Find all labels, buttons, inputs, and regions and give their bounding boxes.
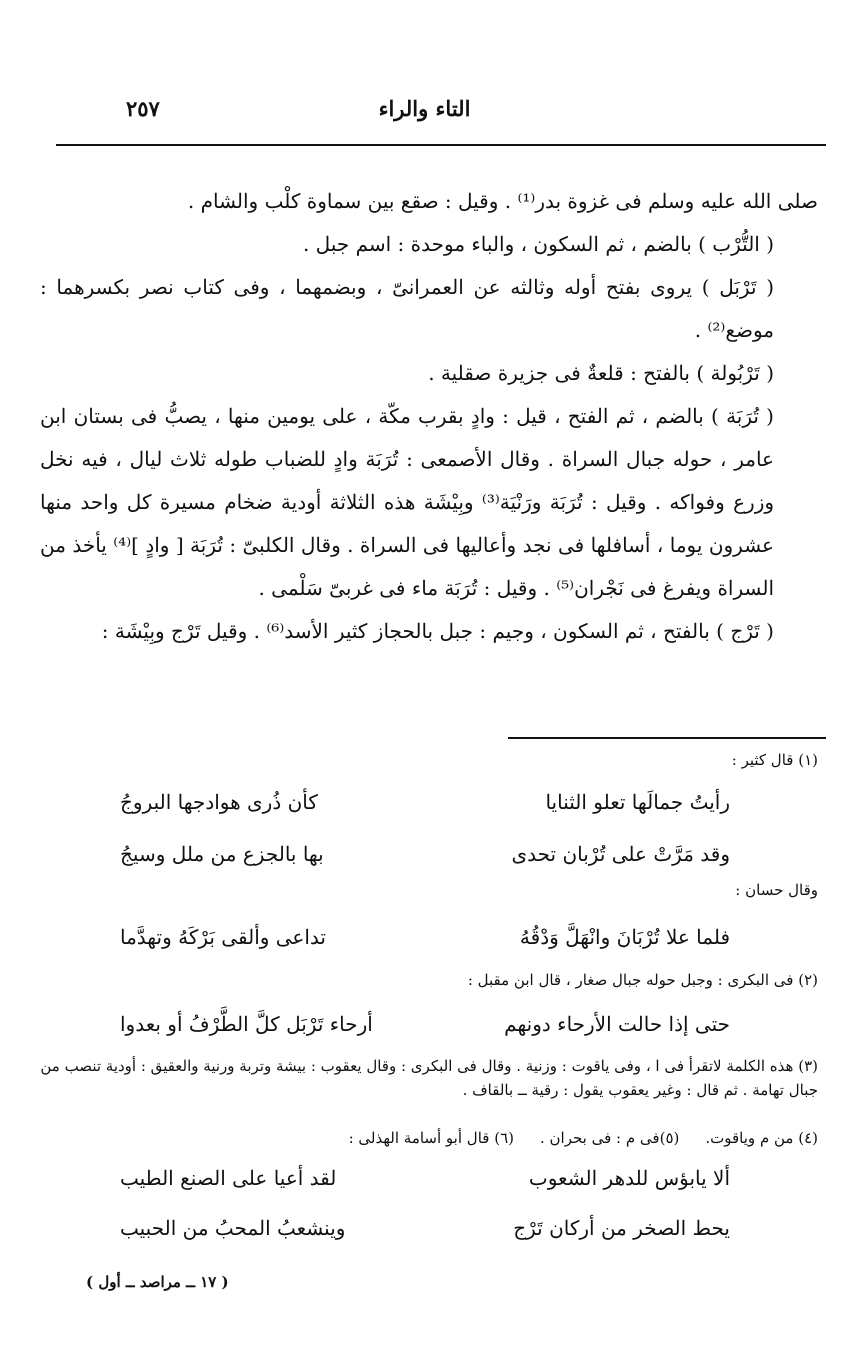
verse-line <box>120 1216 730 1240</box>
main-text <box>40 180 818 653</box>
entry-tarbal: ( تَرْبَل ) يروى بفتح أوله وثالثه عن العمرانىّ ، وبضمهما ، وفى كتاب نصر بكسرهما : موضع⁽²⁾ . <box>40 275 774 342</box>
verse-hemistich: وينشعبُ المحبُ من الحبيب <box>120 1216 346 1240</box>
entry-tarj: ( تَرْج ) بالفتح ، ثم السكون ، وجيم : جبل بالحجاز كثير الأسد⁽⁶⁾ . وقيل تَرْج وبِيْشَة : <box>101 619 774 643</box>
entry-tarbula: ( تَرْبُولة ) بالفتح : قلعةٌ فى جزيرة صقلية . <box>428 361 774 385</box>
footnote-1-intro: (١) قال كثير : <box>731 751 818 769</box>
verse-hemistich: تداعى وألقى بَرْكَهُ وتهدَّما <box>120 925 326 949</box>
verse-line <box>120 790 730 814</box>
verse-line <box>120 925 730 949</box>
printer-signature: ( ١٧ ــ مراصد ــ أول ) <box>86 1273 229 1291</box>
verse-hemistich: وقد مَرَّتْ على تُرْبان تحدى <box>511 842 730 866</box>
verse-hemistich: ألا يابؤس للدهر الشعوب <box>528 1166 730 1190</box>
footnote-1-hassan: وقال حسان : <box>735 881 818 899</box>
verse-hemistich: بها بالجزع من ملل وسيجُ <box>120 842 324 866</box>
verse-hemistich: رأيتُ جمالَها تعلو الثنايا <box>545 790 730 814</box>
footnote-4: (٤) من م وياقوت. <box>705 1129 818 1147</box>
verse-hemistich: فلما علا تُرْبَانَ وانْهَلَّ وَدْقُهُ <box>519 925 730 949</box>
verse-line <box>120 842 730 866</box>
entry-turb: ( التُّرْب ) بالضم ، ثم السكون ، والباء موحدة : اسم جبل . <box>302 232 774 256</box>
verse-hemistich: أرحاء تَرْبَل كلَّ الطَّرْفُ أو بعدوا <box>120 1012 373 1036</box>
footnote-3: (٣) هذه الكلمة لاتقرأ فى ا ، وفى ياقوت : وزنية . وقال فى البكرى : وقال يعقوب : بيشة وتربة ورنية والعقيق : أودية تنصب من جبال تهامة . ثم قال : وغير يعقوب يقول : رقية ــ بالقاف . <box>40 1057 818 1099</box>
verse-hemistich: كأن ذُرى هوادجها البروجُ <box>120 790 318 814</box>
page-number: ٢٥٧ <box>126 96 160 121</box>
verse-hemistich: يحط الصخر من أركان تَرْج <box>513 1216 730 1240</box>
footnote-6-intro: (٦) قال أبو أسامة الهذلى : <box>348 1129 514 1147</box>
entry-turaba: ( تُرَبَة ) بالضم ، ثم الفتح ، قيل : وادٍ بقرب مكّة ، على يومين منها ، يصبُّ فى بستان ابن عامر ، حوله جبال السراة . وقال الأصمعى : تُرَبَة وادٍ للضباب طوله ثلاث ليال ، فيه نخل وزرع وفواكه . وقيل : تُرَبَة ورَنْيَة⁽³⁾ وبِيْشَة هذه الثلاثة أودية ضخام مسيرة كل واحد منها عشرون يوما ، أسافلها فى نجد وأعاليها فى السراة . وقال الكلبىّ : تُرَبَة [ وادٍ ]⁽⁴⁾ يأخذ من السراة ويفرغ فى نَجْران⁽⁵⁾ . وقيل : تُرَبَة ماء فى غربىّ سَلْمى . <box>40 404 775 600</box>
paragraph-continuation: صلى الله عليه وسلم فى غزوة بدر⁽¹⁾ . وقيل : صقع بين سماوة كلْب والشام . <box>187 189 818 213</box>
footnote-5: (٥)فى م : فى بحران . <box>539 1129 680 1147</box>
verse-line <box>120 1166 730 1190</box>
verse-hemistich: حتى إذا حالت الأرحاء دونهم <box>504 1012 730 1036</box>
verse-line <box>120 1012 730 1036</box>
footnote-2-intro: (٢) فى البكرى : وجبل حوله جبال صغار ، قال ابن مقبل : <box>467 971 818 989</box>
header-rule <box>56 144 826 146</box>
footnote-rule <box>508 737 826 739</box>
footnotes-4-6 <box>40 1126 818 1150</box>
verse-hemistich: لقد أعيا على الصنع الطيب <box>120 1166 337 1190</box>
running-header-title: التاء والراء <box>378 96 471 121</box>
